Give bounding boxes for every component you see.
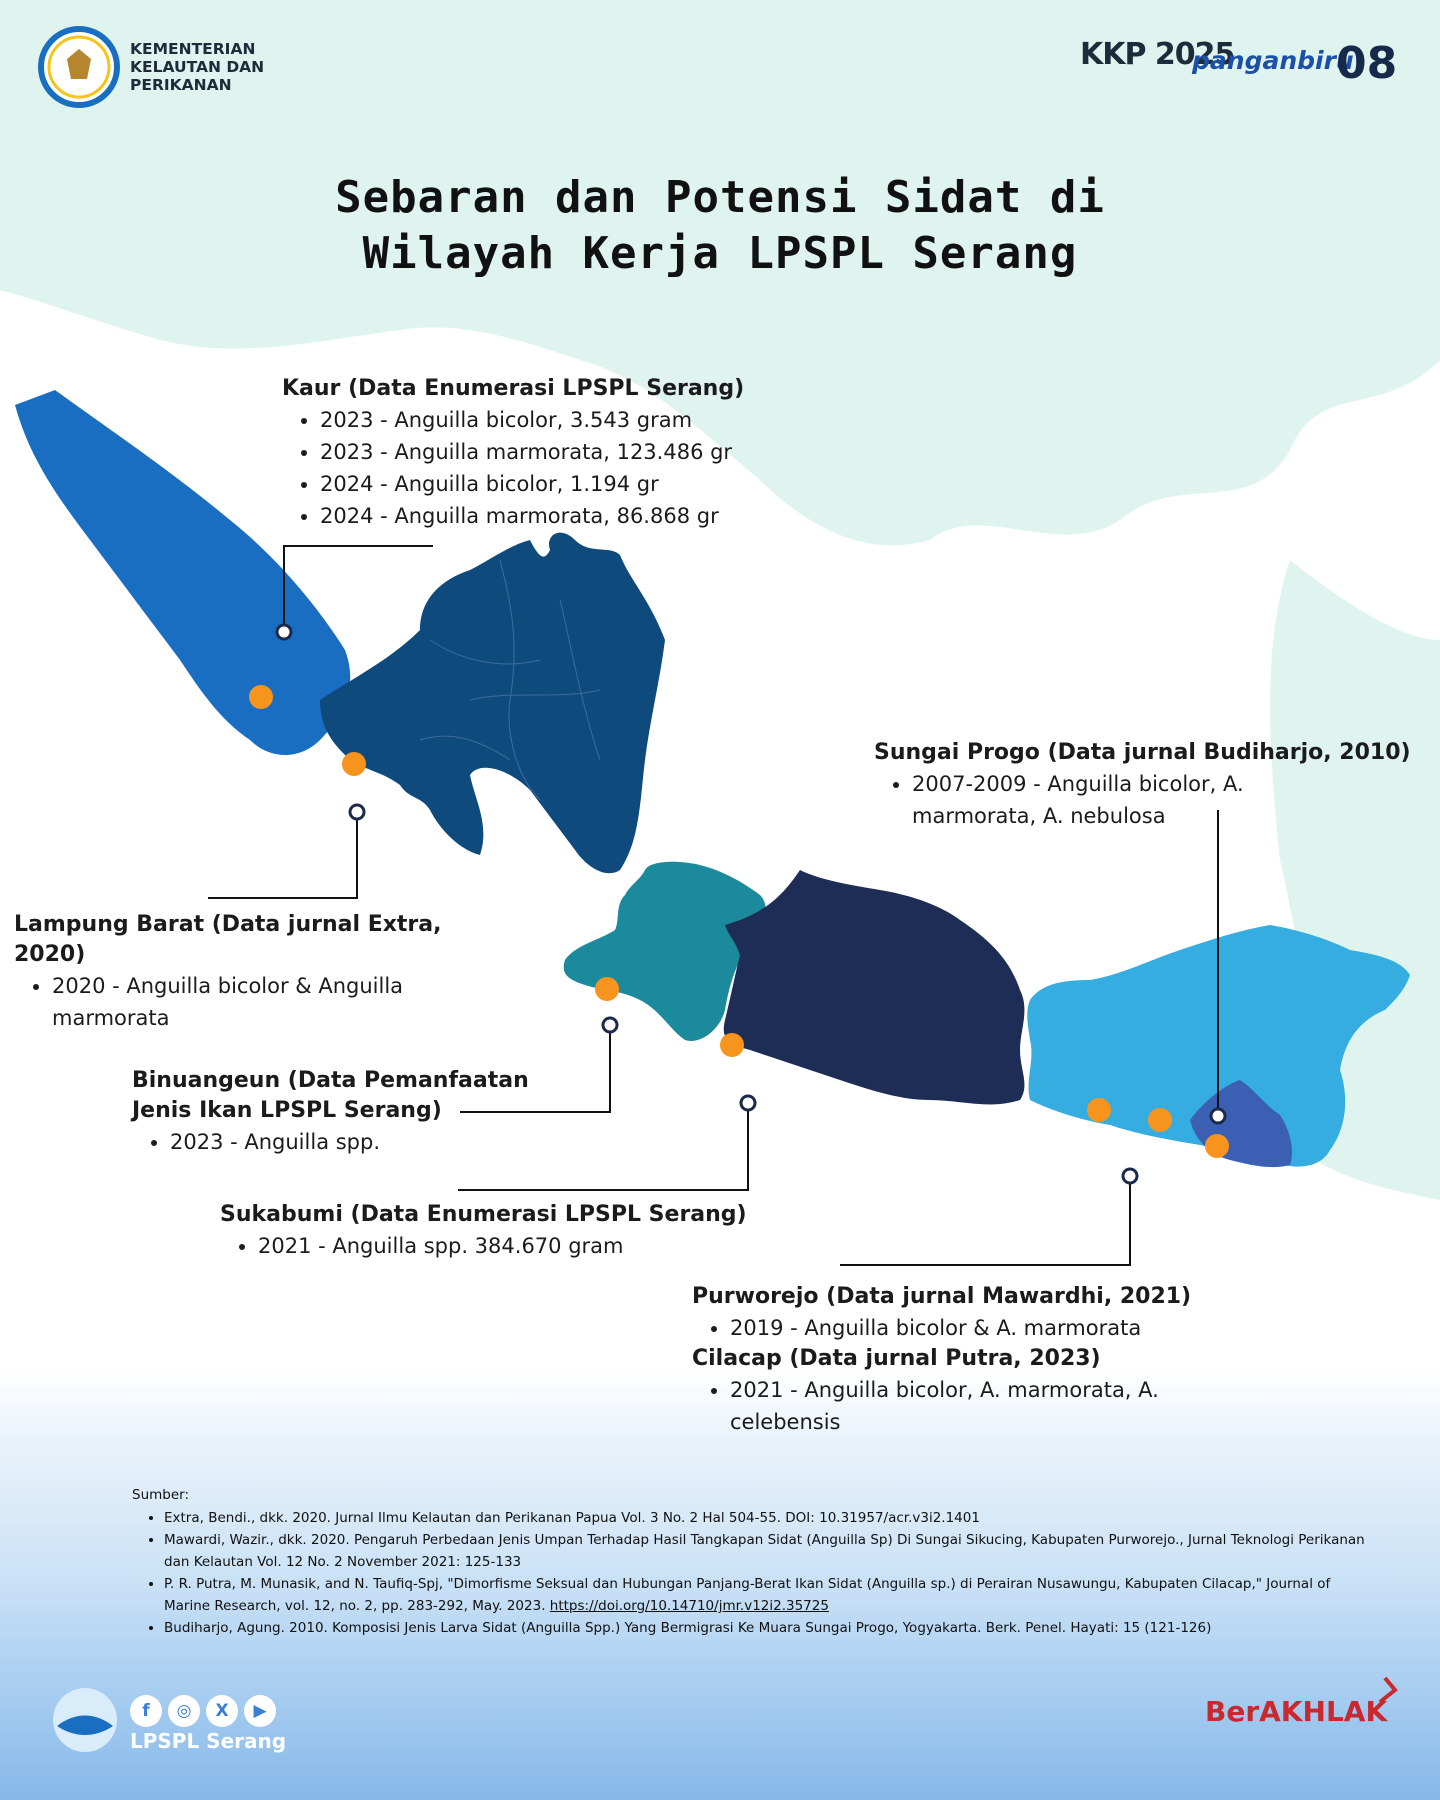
- dot-binuangeun: [595, 977, 619, 1001]
- map-region-west-java: [724, 870, 1025, 1104]
- kaur-heading: Kaur (Data Enumerasi LPSPL Serang): [282, 376, 745, 401]
- page-title: [0, 170, 1440, 282]
- lpspl-logo: [53, 1688, 117, 1752]
- panganbiru-logo: panganbiru: [1192, 46, 1354, 75]
- label-binuangeun: [132, 1066, 552, 1158]
- purworejo-heading: Purworejo (Data jurnal Mawardhi, 2021): [692, 1284, 1192, 1309]
- label-kaur: [282, 374, 842, 532]
- source-item: • Budiharjo, Agung. 2010. Komposisi Jenis Larva Sidat (Anguilla Spp.) Yang Bermigrasi Ke Muara Sungai Progo, Yogyakarta. Berk. Penel. Hayati: 15 (121-126): [164, 1617, 1372, 1639]
- dot-cilacap: [1087, 1098, 1111, 1122]
- lampung-barat-heading: Lampung Barat (Data jurnal Extra, 2020): [14, 912, 442, 967]
- dot-kaur: [249, 685, 273, 709]
- sources-section: [132, 1487, 1372, 1639]
- kaur-item: • 2024 - Anguilla bicolor, 1.194 gr: [320, 468, 842, 500]
- youtube-icon[interactable]: ▶: [244, 1695, 276, 1727]
- doi-link[interactable]: https://doi.org/10.14710/jmr.v12i2.35725: [549, 1598, 829, 1614]
- label-sukabumi: [220, 1200, 780, 1262]
- purworejo-item: • 2019 - Anguilla bicolor & A. marmorata: [730, 1312, 1252, 1344]
- lampung-barat-item: • 2020 - Anguilla bicolor & Anguilla marmorata: [52, 970, 482, 1034]
- title-line-2: Wilayah Kerja LPSPL Serang: [362, 228, 1078, 279]
- berakhlak-logo: BerAKHLAK: [1205, 1695, 1388, 1728]
- social-icons: [130, 1695, 286, 1727]
- label-purworejo-cilacap: [692, 1282, 1252, 1438]
- instagram-icon[interactable]: ◎: [168, 1695, 200, 1727]
- source-item: • Mawardi, Wazir., dkk. 2020. Pengaruh Perbedaan Jenis Umpan Terhadap Hasil Tangkapan Sidat (Anguilla Sp) Di Sungai Sikucing, Kabupaten Purworejo., Jurnal Teknologi Perikanan dan Kelautan Vol. 12 No. 2 November 2021: 125-133: [164, 1529, 1372, 1573]
- dot-sungai-progo: [1205, 1134, 1229, 1158]
- sukabumi-item: • 2021 - Anguilla spp. 384.670 gram: [258, 1230, 780, 1262]
- sources-label: Sumber:: [132, 1487, 190, 1503]
- kaur-item: • 2024 - Anguilla marmorata, 86.868 gr: [320, 500, 842, 532]
- marker-kaur: [277, 625, 291, 639]
- cilacap-heading: Cilacap (Data jurnal Putra, 2023): [692, 1346, 1101, 1371]
- dot-sukabumi: [720, 1033, 744, 1057]
- marker-sukabumi: [741, 1096, 755, 1110]
- source-text: P. R. Putra, M. Munasik, and N. Taufiq-Spj, "Dimorfisme Seksual dan Hubungan Panjang-Berat Ikan Sidat (Anguilla sp.) di Perairan Nusawungu, Kabupaten Cilacap," Journal of Marine Research, vol. 12, no. 2, pp. 283-292, May. 2023.: [164, 1576, 1331, 1614]
- marker-binuangeun: [603, 1018, 617, 1032]
- marker-sungai-progo: [1211, 1109, 1225, 1123]
- sukabumi-heading: Sukabumi (Data Enumerasi LPSPL Serang): [220, 1202, 747, 1227]
- title-line-1: Sebaran dan Potensi Sidat di: [335, 172, 1105, 223]
- source-item: [164, 1573, 1372, 1617]
- x-icon[interactable]: X: [206, 1695, 238, 1727]
- ministry-logo: [41, 29, 117, 105]
- label-sungai-progo: [874, 738, 1434, 832]
- facebook-icon[interactable]: f: [130, 1695, 162, 1727]
- 08-logo: 08: [1336, 38, 1398, 89]
- marker-purworejo: [1123, 1169, 1137, 1183]
- dot-purworejo: [1148, 1108, 1172, 1132]
- binuangeun-heading-line-1: Binuangeun (Data Pemanfaatan: [132, 1068, 529, 1093]
- label-lampung-barat: [14, 910, 514, 1034]
- sungai-progo-heading: Sungai Progo (Data jurnal Budiharjo, 2010): [874, 740, 1411, 765]
- social-block: [130, 1695, 286, 1753]
- marker-lampung-barat: [350, 805, 364, 819]
- source-item: • Extra, Bendi., dkk. 2020. Jurnal Ilmu Kelautan dan Perikanan Papua Vol. 3 No. 2 Hal 504-55. DOI: 10.31957/acr.v3i2.1401: [164, 1507, 1372, 1529]
- map-region-lampung: [320, 533, 665, 874]
- sungai-progo-item: • 2007-2009 - Anguilla bicolor, A. marmorata, A. nebulosa: [912, 768, 1312, 832]
- kkp-2025-logo: KKP 2025: [1080, 37, 1235, 72]
- cilacap-item: • 2021 - Anguilla bicolor, A. marmorata, A. celebensis: [730, 1374, 1180, 1438]
- binuangeun-item: • 2023 - Anguilla spp.: [170, 1126, 552, 1158]
- kaur-item: • 2023 - Anguilla bicolor, 3.543 gram: [320, 404, 842, 436]
- ministry-name: KEMENTERIAN KELAUTAN DAN PERIKANAN: [130, 40, 265, 94]
- kaur-item: • 2023 - Anguilla marmorata, 123.486 gr: [320, 436, 842, 468]
- org-name: LPSPL Serang: [130, 1729, 287, 1753]
- dot-lampung-barat: [342, 752, 366, 776]
- binuangeun-heading-line-2: Jenis Ikan LPSPL Serang): [132, 1098, 442, 1123]
